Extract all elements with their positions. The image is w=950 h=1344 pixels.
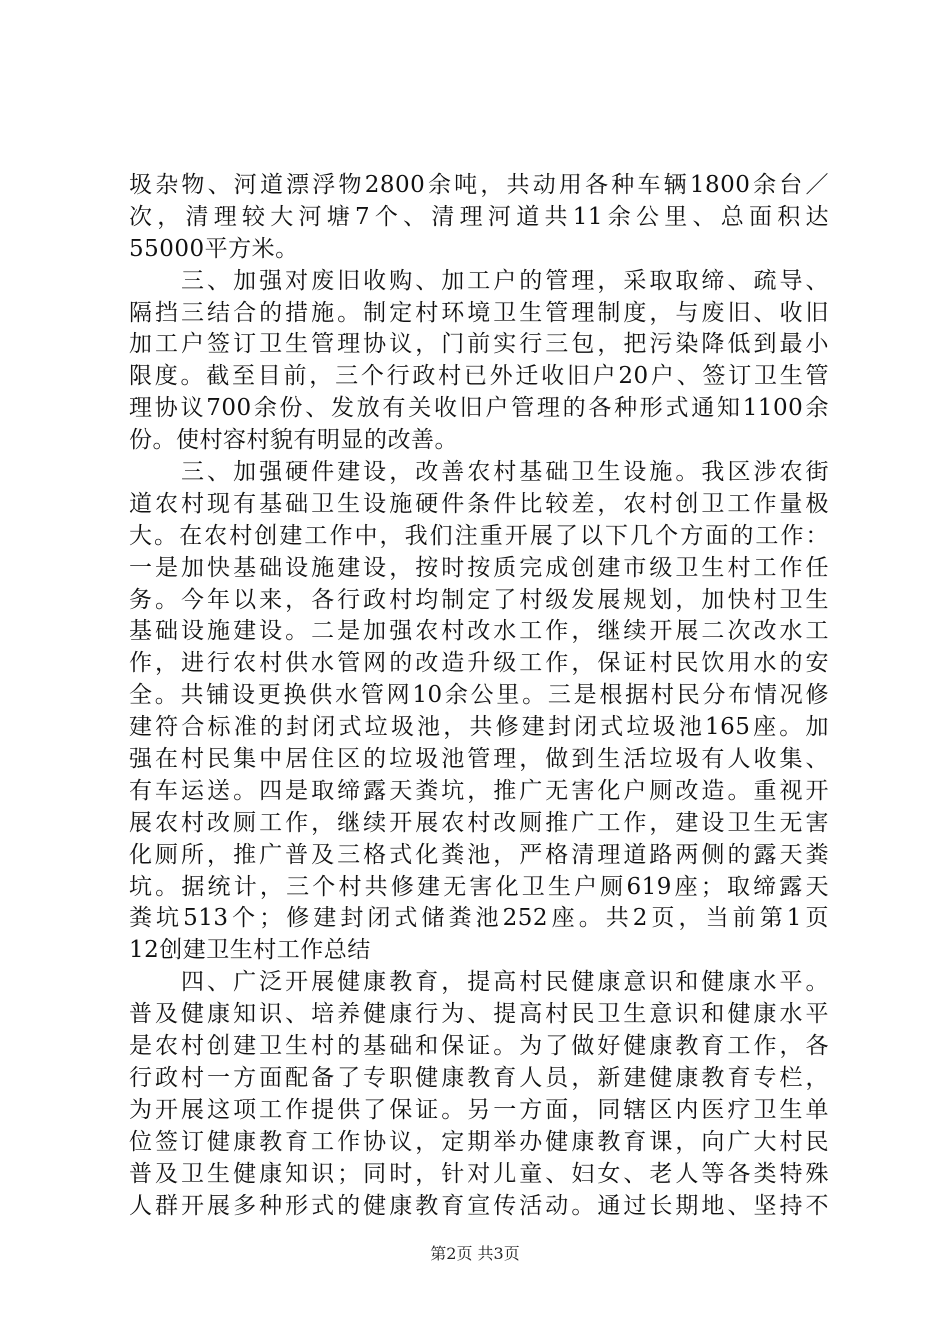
document-body (129, 170, 829, 1222)
text-line: 圾杂物、河道漂浮物2800余吨，共动用各种车辆1800余台／ (129, 172, 829, 198)
text-line: 是农村创建卫生村的基础和保证。为了做好健康教育工作，各 (129, 1033, 829, 1060)
text-line: 务。今年以来，各行政村均制定了村级发展规划，加快村卫生 (129, 586, 829, 613)
text-line: 作，进行农村供水管网的改造升级工作，保证村民饮用水的安 (129, 650, 829, 677)
text-line: 普及健康知识、培养健康行为、提高村民卫生意识和健康水平 (129, 1001, 829, 1028)
text-line: 展农村改厕工作，继续开展农村改厕推广工作，建设卫生无害 (129, 809, 829, 836)
text-line: 理协议700余份、发放有关收旧户管理的各种形式通知1100余 (129, 395, 829, 422)
text-line: 位签订健康教育工作协议，定期举办健康教育课，向广大村民 (129, 1128, 829, 1155)
text-line: 隔挡三结合的措施。制定村环境卫生管理制度，与废旧、收旧 (129, 299, 829, 326)
text-line: 强在村民集中居住区的垃圾池管理，做到生活垃圾有人收集、 (129, 746, 829, 773)
text-line: 有车运送。四是取缔露天粪坑，推广无害化户厕改造。重视开 (129, 777, 829, 804)
text-line: 次，清理较大河塘7个、清理河道共11余公里、总面积达 (129, 203, 829, 230)
text-line: 坑。据统计，三个村共修建无害化卫生户厕619座；取缔露天 (129, 873, 829, 900)
text-line: 行政村一方面配备了专职健康教育人员，新建健康教育专栏， (129, 1064, 829, 1091)
text-line: 一是加快基础设施建设，按时按质完成创建市级卫生村工作任 (129, 554, 829, 581)
text-line: 12创建卫生村工作总结 (129, 937, 371, 964)
text-line: 55000平方米。 (129, 235, 299, 262)
text-line: 人群开展多种形式的健康教育宣传活动。通过长期地、坚持不 (129, 1192, 829, 1219)
text-line: 三、加强硬件建设，改善农村基础卫生设施。我区涉农街 (129, 459, 829, 486)
text-line: 三、加强对废旧收购、加工户的管理，采取取缔、疏导、 (129, 267, 829, 294)
text-line: 基础设施建设。二是加强农村改水工作，继续开展二次改水工 (129, 618, 829, 645)
text-line: 化厕所，推广普及三格式化粪池，严格清理道路两侧的露天粪 (129, 841, 829, 868)
text-line: 限度。截至目前，三个行政村已外迁收旧户20户、签订卫生管 (129, 363, 829, 390)
text-line: 道农村现有基础卫生设施硬件条件比较差，农村创卫工作量极 (129, 490, 829, 517)
text-line: 份。使村容村貌有明显的改善。 (129, 427, 458, 454)
text-line: 建符合标准的封闭式垃圾池，共修建封闭式垃圾池165座。加 (129, 714, 829, 741)
text-line: 大。在农村创建工作中，我们注重开展了以下几个方面的工作： (129, 522, 829, 549)
text-line: 全。共铺设更换供水管网10余公里。三是根据村民分布情况修 (129, 682, 829, 709)
text-line: 粪坑513个；修建封闭式储粪池252座。共2页，当前第1页 (129, 905, 829, 932)
text-line: 为开展这项工作提供了保证。另一方面，同辖区内医疗卫生单 (129, 1096, 829, 1123)
text-line: 加工户签订卫生管理协议，门前实行三包，把污染降低到最小 (129, 331, 829, 358)
text-line: 四、广泛开展健康教育，提高村民健康意识和健康水平。 (129, 969, 829, 996)
text-line: 普及卫生健康知识；同时，针对儿童、妇女、老人等各类特殊 (129, 1160, 829, 1187)
page-footer: 第2页 共3页 (430, 1244, 520, 1263)
